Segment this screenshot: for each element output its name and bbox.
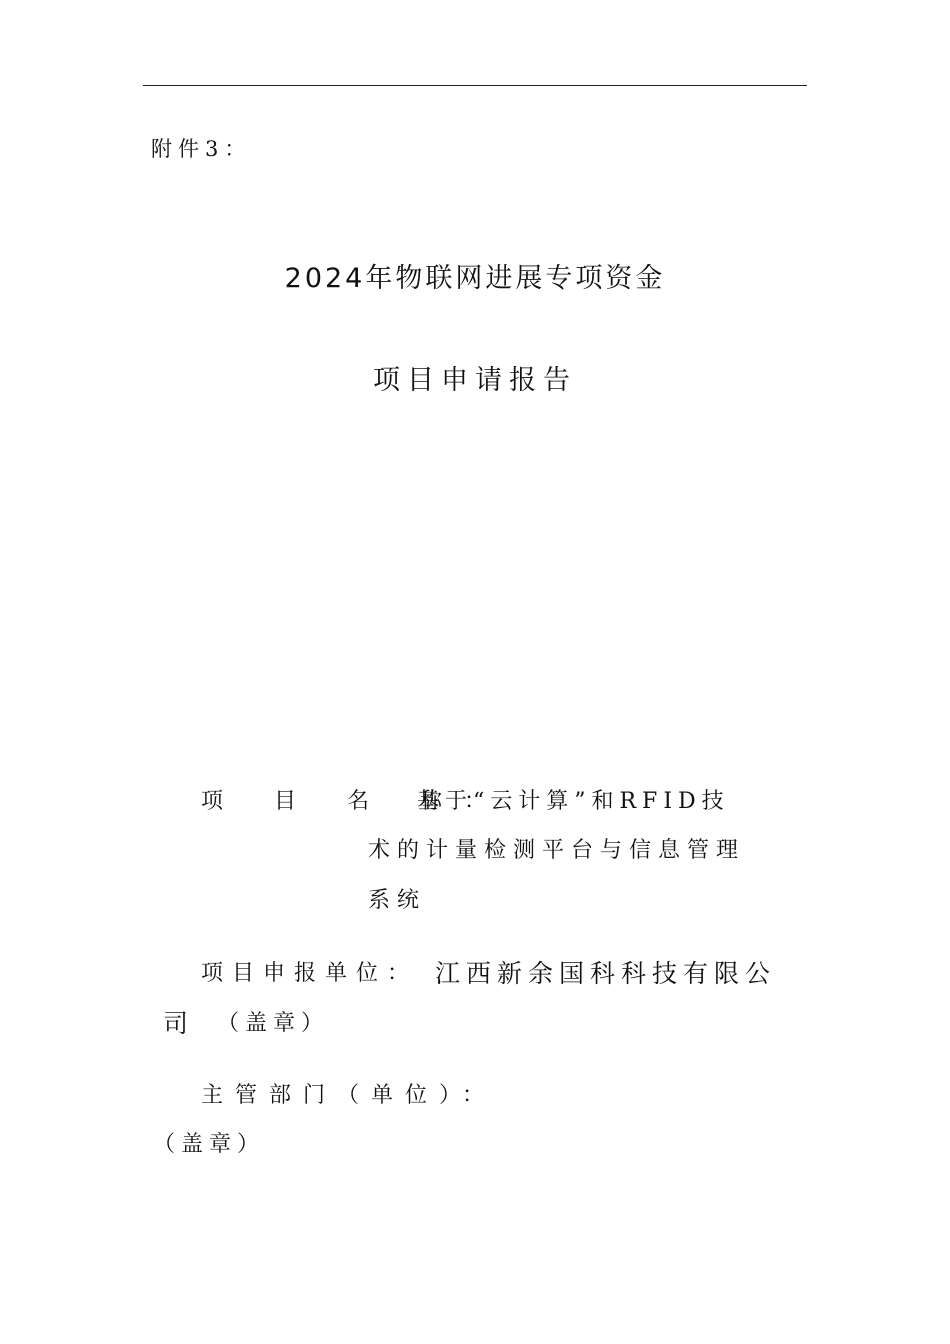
header-rule	[143, 85, 807, 86]
project-name-label: 项 目 名 称：	[201, 789, 508, 814]
document-title-line1: 2024年物联网进展专项资金	[284, 263, 666, 294]
project-name-value-line1: 基于“云计算”和RFID技	[417, 789, 730, 814]
project-name-value-line2: 术的计量检测平台与信息管理	[368, 838, 746, 863]
applicant-unit-value-line2: 司	[163, 1009, 195, 1038]
applicant-unit-value-line1: 江西新余国科科技有限公	[435, 959, 777, 988]
attachment-label: 附件3：	[151, 137, 252, 161]
applicant-seal-note: （盖章）	[217, 1011, 330, 1036]
project-name-value-line3: 系统	[368, 888, 427, 913]
applicant-unit-label: 项目申报单位：	[201, 961, 419, 986]
authority-seal-note: （盖章）	[153, 1132, 266, 1157]
authority-label: 主管部门（单位）：	[201, 1083, 497, 1108]
document-title-line2: 项目申请报告	[373, 365, 577, 396]
